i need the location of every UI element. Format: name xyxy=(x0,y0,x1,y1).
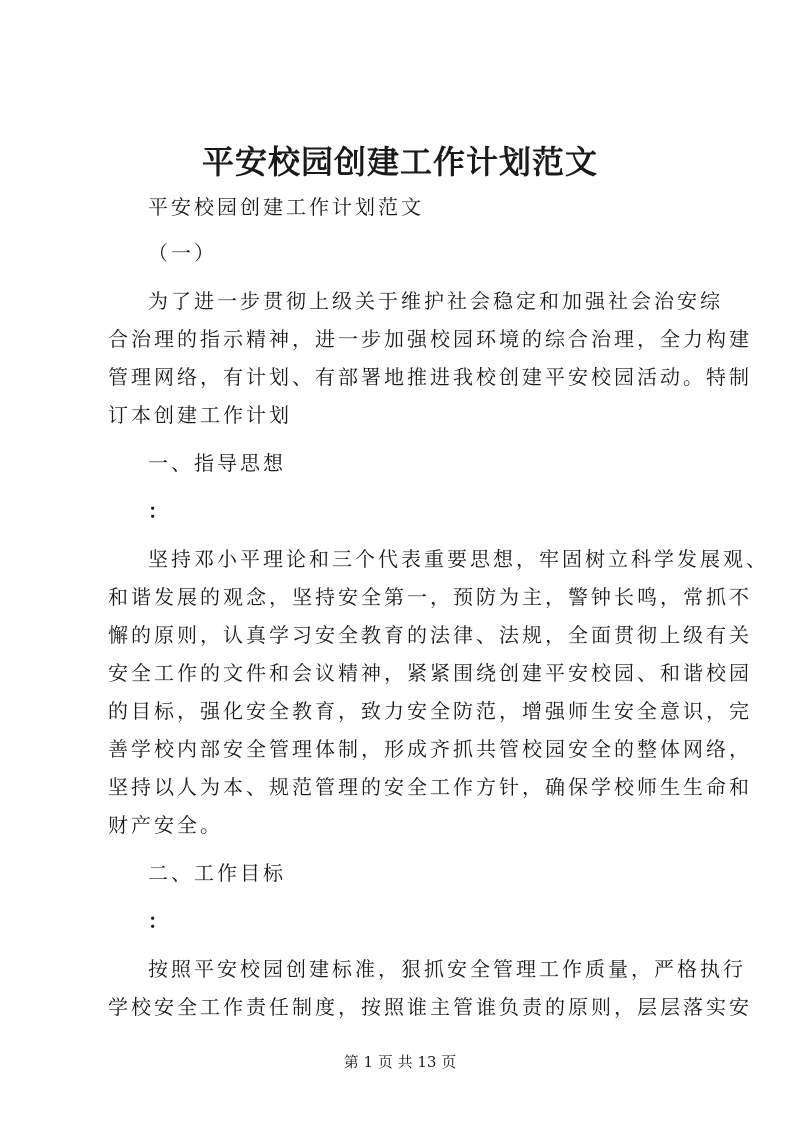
intro-line: 订本创建工作计划 xyxy=(108,403,292,427)
paragraph-line: 和谐发展的观念，坚持安全第一，预防为主，警钟长鸣，常抓不 xyxy=(108,585,752,609)
intro-line: 为了进一步贯彻上级关于维护社会稳定和加强社会治安综 xyxy=(148,289,723,313)
intro-line: 合治理的指示精神，进一步加强校园环境的综合治理，全力构建 xyxy=(108,327,752,351)
part-marker: （一） xyxy=(148,241,217,265)
paragraph-line: 按照平安校园创建标准，狠抓安全管理工作质量，严格执行 xyxy=(148,957,746,981)
intro-line: 管理网络，有计划、有部署地推进我校创建平安校园活动。特制 xyxy=(108,365,752,389)
section-colon: ： xyxy=(148,909,168,933)
paragraph-line: 的目标，强化安全教育，致力安全防范，增强师生安全意识，完 xyxy=(108,699,752,723)
paragraph-line: 财产安全。 xyxy=(108,813,223,837)
paragraph-line: 善学校内部安全管理体制，形成齐抓共管校园安全的整体网络， xyxy=(108,737,752,761)
paragraph-line: 坚持邓小平理论和三个代表重要思想，牢固树立科学发展观、 xyxy=(148,547,769,571)
intro-paragraph xyxy=(108,282,752,434)
paragraph-line: 学校安全工作责任制度，按照谁主管谁负责的原则，层层落实安 xyxy=(108,995,752,1019)
section-colon: ： xyxy=(148,499,168,523)
page-footer: 第 1 页 共 13 页 xyxy=(343,1053,457,1071)
paragraph-line: 坚持以人为本、规范管理的安全工作方针，确保学校师生生命和 xyxy=(108,775,752,799)
paragraph-line: 安全工作的文件和会议精神，紧紧围绕创建平安校园、和谐校园 xyxy=(108,661,752,685)
subtitle: 平安校园创建工作计划范文 xyxy=(148,195,424,219)
work-goals-paragraph xyxy=(108,950,752,1026)
document-body xyxy=(108,188,769,1026)
section-heading-guiding-ideology: 一、指导思想 xyxy=(148,451,286,475)
section-heading-work-goals: 二、工作目标 xyxy=(148,861,286,885)
document-title: 平安校园创建工作计划范文 xyxy=(201,143,598,181)
guiding-ideology-paragraph xyxy=(108,540,769,844)
paragraph-line: 懈的原则，认真学习安全教育的法律、法规，全面贯彻上级有关 xyxy=(108,623,752,647)
